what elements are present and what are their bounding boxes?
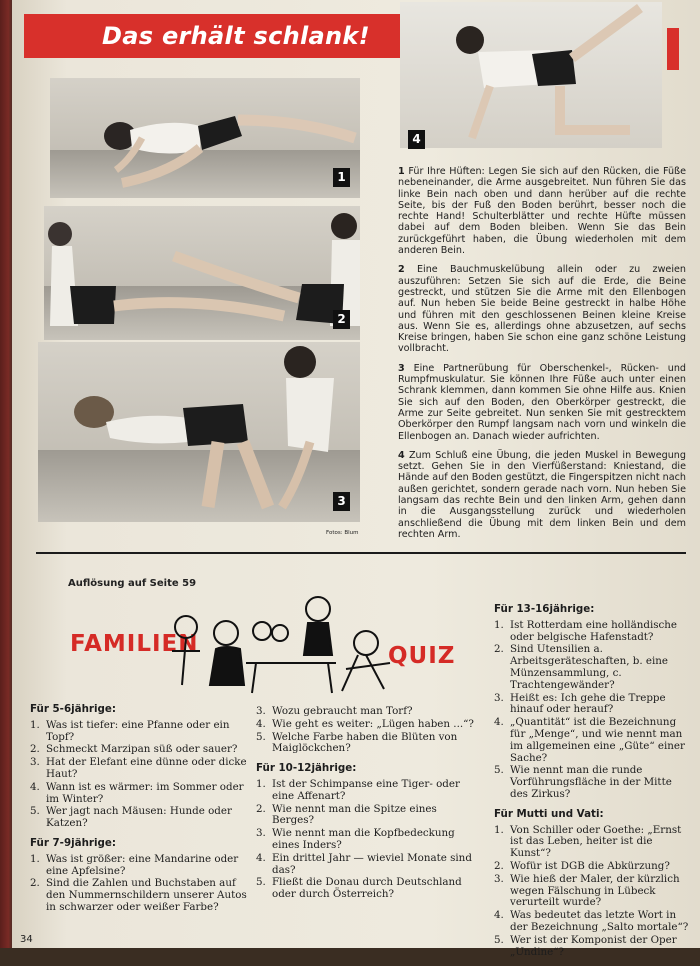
quiz-group-heading: Für 5-6jährige:	[30, 703, 117, 715]
quiz-column-left	[30, 700, 248, 922]
question-number: 3.	[256, 705, 266, 717]
question-text: Sind die Zahlen und Buchstaben auf den Nummernschildern unserer Autos in schwarzer oder weißer Farbe?	[46, 877, 247, 913]
quiz-question	[256, 706, 480, 718]
question-text: Wann ist es wärmer: im Sommer oder im Winter?	[46, 780, 244, 805]
quiz-question	[256, 804, 480, 828]
quiz-question	[494, 620, 690, 644]
family-cartoon-illustration	[66, 593, 452, 697]
quiz-question-list	[30, 720, 248, 830]
quiz-question	[30, 878, 248, 913]
quiz-question	[494, 765, 690, 800]
quiz-question	[494, 935, 690, 959]
question-number: 5.	[256, 876, 266, 889]
question-text: Wer jagt nach Mäusen: Hunde oder Katzen?	[46, 805, 232, 830]
question-number: 4.	[30, 780, 40, 793]
quiz-question	[256, 779, 480, 803]
quiz-group-heading: Für 13-16jährige:	[494, 603, 595, 615]
question-number: 3.	[494, 691, 504, 704]
question-text: Was ist tiefer: eine Pfanne oder ein Topf?	[46, 718, 230, 743]
family-quiz-logo	[66, 593, 456, 697]
quiz-question	[256, 732, 480, 756]
quiz-question	[494, 874, 690, 909]
quiz-group-heading: Für Mutti und Vati:	[494, 807, 604, 820]
exercise-number: 3	[398, 362, 405, 374]
logo-word-quiz: QUIZ	[388, 643, 456, 669]
question-number: 5.	[494, 933, 504, 946]
quiz-question	[30, 782, 248, 806]
exercise-1-paragraph	[398, 166, 686, 256]
exercise-number: 1	[398, 166, 405, 177]
quiz-question	[494, 717, 690, 764]
question-number: 2.	[30, 743, 40, 756]
quiz-question-list	[256, 706, 480, 755]
photo-number-4: 4	[408, 130, 425, 149]
quiz-question	[30, 720, 248, 744]
solution-note: Auflösung auf Seite 59	[68, 578, 197, 589]
question-number: 2.	[494, 643, 504, 656]
quiz-question	[30, 854, 248, 878]
photo-exercise-1	[50, 78, 360, 198]
exercise-number: 4	[398, 449, 405, 461]
question-text: Ein drittel Jahr — wieviel Monate sind das?	[272, 851, 472, 876]
page-number: 34	[20, 934, 33, 945]
question-number: 3.	[494, 872, 504, 885]
quiz-question	[30, 744, 248, 756]
question-text: Wie nennt man die Spitze eines Berges?	[272, 802, 437, 827]
question-text: Was ist größer: eine Mandarine oder eine Apfelsine?	[46, 852, 239, 877]
photo-exercise-3	[38, 342, 360, 522]
red-marker	[667, 28, 679, 70]
question-number: 5.	[30, 805, 40, 818]
question-text: Von Schiller oder Goethe: „Ernst ist das Leben, heiter ist die Kunst“?	[510, 823, 682, 860]
question-text: Wozu gebraucht man Torf?	[272, 705, 413, 717]
question-text: Schmeckt Marzipan süß oder sauer?	[46, 743, 238, 756]
question-text: Heißt es: Ich gehe die Treppe hinauf oder herauf?	[510, 691, 666, 716]
exercise-text: Eine Bauchmuskelübung allein oder zu zweien auszuführen: Setzen Sie sich auf die Erde, die Beine gestreckt, und stützen Sie die Arme mit den Ellenbogen auf. Nun heben Sie beide Beine gestreckt in halbe Höhe und führen mit den geschlossenen Beinen kleine Kreise aus. Wenn Sie es, allerdings ohne abzusetzen, auf sechs Kreise bringen, haben Sie schon eine ganz schöne Leistung vollbracht.	[398, 264, 686, 355]
photo-number-3: 3	[333, 492, 350, 511]
question-number: 2.	[30, 877, 40, 890]
question-text: Wofür ist DGB die Abkürzung?	[510, 859, 670, 872]
photo-exercise-2	[44, 206, 360, 340]
quiz-question	[494, 693, 690, 717]
quiz-group-heading: Für 10-12jährige:	[256, 762, 357, 775]
quiz-question	[494, 644, 690, 691]
quiz-question	[30, 757, 248, 781]
logo-word-familien: FAMILIEN	[70, 631, 199, 657]
question-number: 1.	[30, 718, 40, 731]
quiz-question-list	[494, 825, 690, 959]
question-number: 4.	[494, 909, 504, 922]
quiz-group-heading: Für 7-9jährige:	[30, 836, 117, 849]
exercise-number: 2	[398, 264, 405, 276]
question-text: Sind Utensilien a. Arbeitsgeräteschaften, b. eine Münzensammlung, c. Trachtengewänder?	[510, 643, 669, 691]
quiz-question-list	[30, 854, 248, 914]
quiz-question	[30, 806, 248, 830]
question-number: 5.	[494, 764, 504, 777]
exercise-instructions	[398, 166, 686, 548]
exercise-3-paragraph	[398, 363, 686, 442]
question-text: Fließt die Donau durch Deutschland oder durch Österreich?	[272, 876, 462, 901]
question-number: 1.	[494, 823, 504, 836]
question-number: 3.	[30, 756, 40, 769]
quiz-question	[494, 825, 690, 860]
quiz-column-middle	[256, 706, 480, 909]
quiz-column-right	[494, 600, 690, 966]
question-number: 4.	[256, 717, 266, 730]
photo-credit: Fotos: Blum	[326, 530, 359, 536]
question-text: Hat der Elefant eine dünne oder dicke Haut?	[46, 756, 247, 780]
quiz-question	[494, 910, 690, 934]
exercise-text: Eine Partnerübung für Oberschenkel-, Rücken- und Rumpfmuskulatur. Sie können Ihre Füße auch unter einen Schrank klemmen, dann kommen Sie ohne Hilfe aus. Knien Sie sich auf den Boden, den Oberkörper gestreckt, die Arme zur Seite gebreitet. Nun senken Sie mit gestrecktem Oberkörper den Rumpf langsam nach vorn und winkeln die Ellenbogen an. Danach wieder aufrichten.	[398, 362, 686, 442]
question-number: 4.	[494, 716, 504, 729]
question-number: 2.	[494, 859, 504, 872]
question-text: „Quantität“ ist die Bezeichnung für „Menge“, und wie nennt man im allgemeinen eine „Güte“ einer Sache?	[510, 716, 685, 764]
photo-number-1: 1	[333, 168, 350, 187]
question-text: Ist der Schimpanse eine Tiger- oder eine Affenart?	[272, 777, 460, 802]
question-text: Wie hieß der Maler, der kürzlich wegen Fälschung in Lübeck verurteilt wurde?	[510, 872, 680, 909]
question-text: Wer ist der Komponist der Oper „Undine“?	[510, 933, 677, 958]
exercise-4-paragraph	[398, 450, 686, 540]
question-text: Wie geht es weiter: „Lügen haben ...“?	[272, 717, 474, 730]
quiz-question	[256, 853, 480, 877]
question-text: Welche Farbe haben die Blüten von Maiglöckchen?	[272, 730, 458, 755]
exercise-text: Für Ihre Hüften: Legen Sie sich auf den Rücken, die Füße nebeneinander, die Arme ausgebreitet. Nun führen Sie das linke Bein nach oben und dann herüber auf die rechte Seite, bis der Fuß den Boden berührt, besser noch die rechte Hand! Schulterblätter und rechte Hüfte müssen dabei auf dem Boden bleiben. Wenn Sie das Bein zurückgeführt haben, die Übung wiederholen mit dem anderen Bein.	[398, 166, 686, 257]
question-number: 1.	[256, 777, 266, 790]
exercise-text: Zum Schluß eine Übung, die jeden Muskel in Bewegung setzt. Gehen Sie in den Vierfüßerstand: Kniestand, die Hände auf den Boden gestützt, die Fingerspitzen nicht nach außen gerichtet, sondern gerade nach vorn. Nun heben Sie langsam das rechte Bein und den linken Arm, gehen dann in die Ausgangsstellung zurück und wiederholen anschließend die Übung mit dem linken Bein und dem rechten Arm.	[398, 449, 686, 540]
quiz-question	[256, 719, 480, 731]
question-number: 1.	[494, 618, 504, 631]
photo-number-2: 2	[333, 310, 350, 329]
quiz-question-list	[256, 779, 480, 901]
photo-exercise-4	[400, 2, 662, 148]
quiz-question	[256, 828, 480, 852]
question-text: Wie nennt man die runde Vorführungsfläche in der Mitte des Zirkus?	[510, 764, 672, 800]
question-number: 2.	[256, 802, 266, 815]
question-text: Ist Rotterdam eine holländische oder belgische Hafenstadt?	[510, 618, 678, 643]
quiz-question-list	[494, 620, 690, 801]
page-title: Das erhält schlank!	[24, 14, 400, 58]
question-number: 4.	[256, 851, 266, 864]
question-number: 1.	[30, 852, 40, 865]
question-text: Was bedeutet das letzte Wort in der Bezeichnung „Salto mortale“?	[510, 909, 689, 933]
section-divider	[36, 552, 686, 554]
exercise-2-paragraph	[398, 264, 686, 354]
question-number: 3.	[256, 827, 266, 840]
question-number: 5.	[256, 730, 266, 743]
question-text: Wie nennt man die Kopfbedeckung eines Inders?	[272, 827, 455, 851]
quiz-question	[256, 877, 480, 901]
quiz-question	[494, 861, 690, 873]
